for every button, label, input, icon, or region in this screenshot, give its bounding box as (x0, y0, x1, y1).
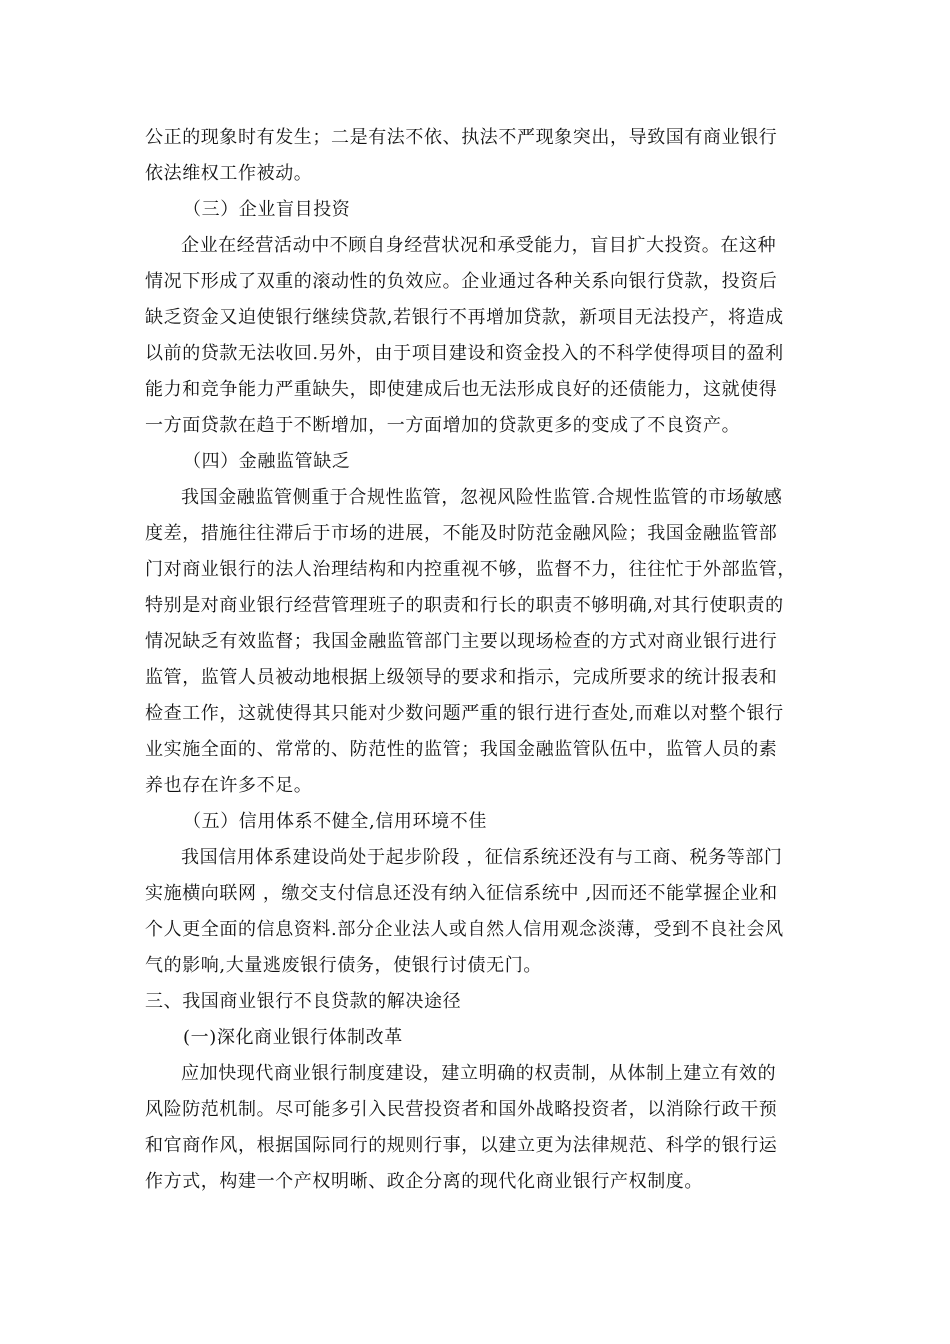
para-line: 特别是对商业银行经营管理班子的职责和行长的职责不够明确,对其行使职责的 (145, 595, 784, 616)
para-line: 度差，措施往往滞后于市场的进展，不能及时防范金融风险；我国金融监管部 (145, 523, 778, 544)
section-heading: 三、我国商业银行不良贷款的解决途径 (145, 991, 462, 1012)
para-line: 情况缺乏有效监督；我国金融监管部门主要以现场检查的方式对商业银行进行 (145, 631, 778, 652)
para-line: 检查工作，这就使得其只能对少数问题严重的银行进行查处,而难以对整个银行 (145, 703, 784, 724)
para-line: 业实施全面的、常常的、防范性的监管；我国金融监管队伍中，监管人员的素 (145, 739, 778, 760)
para-line: 公正的现象时有发生；二是有法不依、执法不严现象突出，导致国有商业银行 (145, 127, 778, 148)
para-line: 情况下形成了双重的滚动性的负效应。企业通过各种关系向银行贷款，投资后 (145, 271, 778, 292)
para-line: 能力和竞争能力严重缺失，即使建成后也无法形成良好的还债能力，这就使得 (145, 379, 778, 400)
para-line: 养也存在许多不足。 (145, 775, 313, 796)
para-line: 作方式，构建一个产权明晰、政企分离的现代化商业银行产权制度。 (145, 1171, 703, 1192)
para-line: 实施横向联网 ，缴交支付信息还没有纳入征信系统中 ,因而还不能掌握企业和 (145, 883, 778, 904)
para-line: 门对商业银行的法人治理结构和内控重视不够，监督不力，往往忙于外部监管， (145, 559, 796, 580)
section-subheading: (一)深化商业银行体制改革 (183, 1027, 403, 1048)
para-line: 以前的贷款无法收回.另外，由于项目建设和资金投入的不科学使得项目的盈利 (145, 343, 784, 364)
para-line: 风险防范机制。尽可能多引入民营投资者和国外战略投资者，以消除行政干预 (145, 1099, 778, 1120)
para-line: 企业在经营活动中不顾自身经营状况和承受能力，盲目扩大投资。在这种 (181, 235, 777, 256)
para-line: 应加快现代商业银行制度建设，建立明确的权责制，从体制上建立有效的 (181, 1063, 777, 1084)
para-line: 我国金融监管侧重于合规性监管，忽视风险性监管.合规性监管的市场敏感 (181, 487, 783, 508)
para-line: 个人更全面的信息资料.部分企业法人或自然人信用观念淡薄，受到不良社会风 (145, 919, 784, 940)
para-line: 监管，监管人员被动地根据上级领导的要求和指示，完成所要求的统计报表和 (145, 667, 778, 688)
section-subheading: （五）信用体系不健全,信用环境不佳 (183, 811, 487, 832)
para-line: 依法维权工作被动。 (145, 163, 313, 184)
section-subheading: （三）企业盲目投资 (183, 199, 351, 220)
para-line: 和官商作风，根据国际同行的规则行事，以建立更为法律规范、科学的银行运 (145, 1135, 778, 1156)
section-subheading: （四）金融监管缺乏 (183, 451, 351, 472)
para-line: 一方面贷款在趋于不断增加，一方面增加的贷款更多的变成了不良资产。 (145, 415, 741, 436)
para-line: 我国信用体系建设尚处于起步阶段 ，征信系统还没有与工商、税务等部门 (181, 847, 783, 868)
para-line: 缺乏资金又迫使银行继续贷款,若银行不再增加贷款，新项目无法投产，将造成 (145, 307, 784, 328)
para-line: 气的影响,大量逃废银行债务，使银行讨债无门。 (145, 955, 542, 976)
